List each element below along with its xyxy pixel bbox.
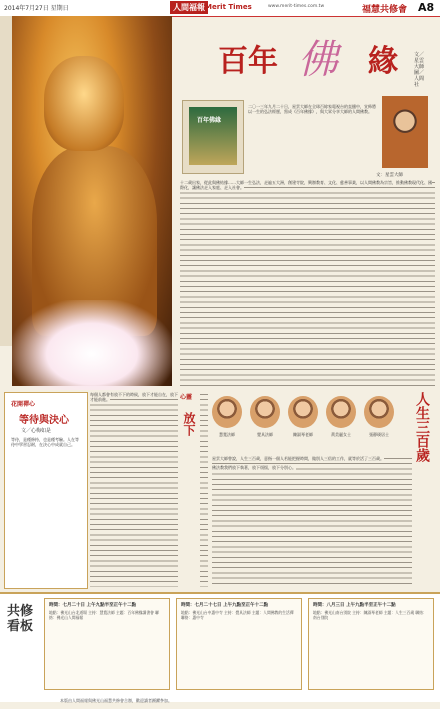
speaker-photo [250,396,280,428]
schedule-title: 共修看板 [6,604,33,634]
speaker-name: 張靜瑛居士 [369,432,389,437]
speaker-name: 慧寬法師 [219,432,235,437]
feature-author: 文／星雲大師 圖／人間社 [414,52,425,88]
schedule-footer: 本版由人間福報與佛光山福慧共修會合辦，歡迎讀者踴躍參加。 [60,698,172,703]
schedule-details: 地點：佛光山台北道場 主持：慧寬法師 主題：百年佛緣讀書會 聯絡：佛光山人間福報 [49,610,159,620]
column-title: 放下 [182,412,196,436]
column-body-text [200,392,208,587]
story-title: 人生三百歲 [414,392,430,462]
story-body-text [212,456,412,588]
page-header [0,0,440,17]
newspaper-logo: 人間福報 [170,1,208,14]
schedule-date: 時間：七月二十七日 上午九點至正午十二點 [181,603,269,608]
schedule-date: 時間：八月三日 上午九點半至正午十二點 [313,603,396,608]
sidebar-tag: 花開禪心 [11,401,36,408]
schedule-board [0,592,440,702]
lotus-flowers [12,300,172,390]
book-cover-image [182,100,244,174]
book-cover-art [189,107,237,165]
speaker-photo [364,396,394,428]
schedule-card [44,598,170,690]
speaker-photo [288,396,318,428]
sidebar-box [4,392,88,589]
website-url: www.merit-times.com.tw [268,4,325,9]
feature-body: 十二歲出家，從此與佛結緣……大師一生弘法，走遍五大洲，創建寺院，興辦教育、文化、慈善事業，以人間佛教為宗旨，推動佛教現代化、國際化，讓佛法走入家庭、走入社會。 [180,180,432,191]
newspaper-logo-english: Merit Times [205,3,252,11]
middle-body-2: 佛法教我們放下執著，放下煩惱，放下分別心。 [212,465,296,471]
schedule-details: 地點：佛光山南台別院 主持：陳淑琴老師 主題：人生三百歲 聯絡：南台別院 [313,610,427,620]
book-cover-title: 百年佛緣 [197,117,222,124]
schedule-date: 時間：七月二十日 上午九點半至正午十二點 [49,603,137,608]
section-name: 福慧共修會 [362,5,408,15]
sidebar-body: 等待，是種修持，也是種考驗。人在等待中學習忍耐，在決心中成就自己。 [11,437,79,448]
middle-body: 每個人都會有放不下的時候，放下才能自在，放下才能前進。 [90,392,178,403]
feature-body-text [180,180,435,390]
master-portrait-photo [382,96,428,168]
page-number: A8 [418,1,435,14]
speaker-photo [326,396,356,428]
schedule-card [308,598,434,690]
title-part-2: 佛 [298,37,338,83]
left-margin-strip [0,16,12,346]
speaker-photos [212,396,402,450]
feature-intro: 二〇一三年九月二十日，星雲大師在全球百餘家電視台的直播中，宣佈將以一生的弘法經歷，寫成《百年佛緣》，與大眾分享大師的人間佛教。 [248,104,376,115]
buddha-head [44,56,124,151]
middle-column-text [90,392,178,587]
speaker-photo [212,396,242,428]
title-part-3: 緣 [368,44,398,79]
photo-caption: 文：星雲大師 [376,173,403,178]
speaker-name: 覺具法師 [257,432,273,437]
speaker-name: 陳淑琴老師 [293,432,313,437]
feature-title [218,32,428,83]
title-part-1: 百年 [218,44,278,79]
story-body: 星雲大師曾說，人生三百歲，意指一個人若能把握時間，做別人三倍的工作，就等於活了三百歲。 [212,456,384,461]
schedule-card [176,598,302,690]
sidebar-author: 文／心梅如是 [21,428,52,434]
issue-date: 2014年7月27日 星期日 [4,5,69,12]
sidebar-title: 等待與決心 [19,415,69,426]
speaker-name: 黃美麗女士 [331,432,351,437]
column-tag: 心靈 [180,394,193,401]
schedule-details: 地點：佛光山台中惠中寺 主持：覺具法師 主題：人間佛教的生活禪 聯絡：惠中寺 [181,610,294,620]
